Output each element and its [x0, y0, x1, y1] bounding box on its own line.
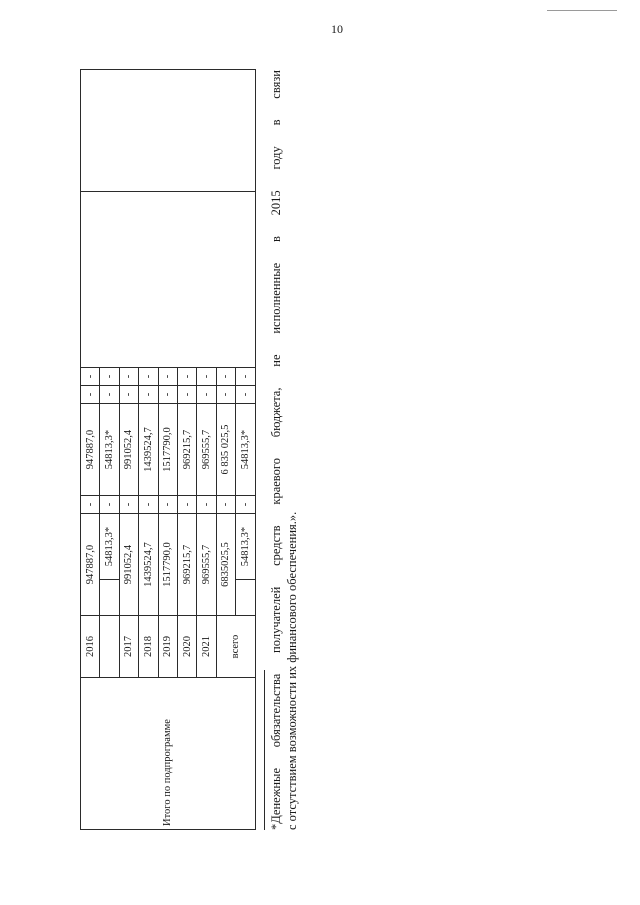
row-label: Итого по подпрограмме	[81, 678, 256, 830]
value-cell: -	[81, 386, 100, 404]
footnote-word: 2015	[269, 190, 283, 216]
year-cell: 2018	[139, 616, 158, 678]
page-number: 10	[331, 22, 343, 36]
value-cell: -	[119, 496, 138, 514]
regional-budget-cell: 54813,3*	[100, 404, 119, 496]
header-rule	[547, 10, 617, 11]
footnote-word: в	[269, 119, 283, 126]
footnote-word: краевого	[269, 458, 283, 505]
value-cell: -	[216, 496, 235, 514]
footnote-line-1	[268, 70, 284, 830]
value-cell: -	[216, 368, 235, 386]
value-cell: -	[139, 496, 158, 514]
value-cell: -	[119, 368, 138, 386]
regional-budget-cell: 991052,4	[119, 404, 138, 496]
rotated-content	[80, 70, 300, 830]
total-cell: 6835025,5	[216, 514, 235, 616]
year-cell: 2019	[158, 616, 177, 678]
empty-column	[81, 192, 256, 368]
footnote-word: связи	[269, 70, 283, 99]
total-cell: 54813,3*	[100, 514, 119, 580]
total-cell: 969555,7	[197, 514, 216, 616]
value-cell: -	[139, 368, 158, 386]
footnote-word: году	[269, 146, 283, 170]
total-cell: 947887,0	[81, 514, 100, 616]
spacer-cell	[100, 580, 119, 616]
footnote-word: *Денежные	[269, 768, 283, 830]
value-cell: -	[177, 386, 196, 404]
subprogram-total-table	[80, 69, 256, 830]
footnote-word: обязательства	[269, 673, 283, 748]
footnote-word: получателей	[269, 586, 283, 653]
value-cell: -	[158, 386, 177, 404]
footnote-word: бюджета,	[269, 387, 283, 438]
footnote-rule	[264, 670, 265, 830]
total-cell: 969215,7	[177, 514, 196, 616]
total-cell: 1517790,0	[158, 514, 177, 616]
total-cell: 991052,4	[119, 514, 138, 616]
value-cell: -	[197, 386, 216, 404]
value-cell: -	[158, 368, 177, 386]
value-cell: -	[100, 386, 119, 404]
regional-budget-cell: 969215,7	[177, 404, 196, 496]
year-cell: 2021	[197, 616, 216, 678]
value-cell: -	[100, 368, 119, 386]
footnote-word: средств	[269, 525, 283, 566]
footnote-word: не	[269, 354, 283, 367]
footnote-line-2: с отсутствием возможности их финансового обеспечения.».	[285, 511, 299, 830]
value-cell: -	[119, 386, 138, 404]
value-cell: -	[236, 368, 255, 386]
spacer-cell	[236, 580, 255, 616]
value-cell: -	[100, 496, 119, 514]
regional-budget-cell: 54813,3*	[236, 404, 255, 496]
year-cell: всего	[216, 616, 255, 678]
year-cell: 2016	[81, 616, 100, 678]
value-cell: -	[216, 386, 235, 404]
value-cell: -	[236, 496, 255, 514]
value-cell: -	[177, 496, 196, 514]
total-cell: 54813,3*	[236, 514, 255, 580]
value-cell: -	[236, 386, 255, 404]
regional-budget-cell: 947887,0	[81, 404, 100, 496]
value-cell: -	[139, 386, 158, 404]
year-cell	[100, 616, 119, 678]
value-cell: -	[177, 368, 196, 386]
empty-column	[81, 70, 256, 192]
regional-budget-cell: 6 835 025,5	[216, 404, 235, 496]
value-cell: -	[197, 496, 216, 514]
regional-budget-cell: 1517790,0	[158, 404, 177, 496]
regional-budget-cell: 1439524,7	[139, 404, 158, 496]
footnote-word: исполненные	[269, 262, 283, 334]
value-cell: -	[81, 496, 100, 514]
regional-budget-cell: 969555,7	[197, 404, 216, 496]
table-row	[81, 70, 100, 830]
value-cell: -	[197, 368, 216, 386]
year-cell: 2020	[177, 616, 196, 678]
value-cell: -	[158, 496, 177, 514]
total-cell: 1439524,7	[139, 514, 158, 616]
year-cell: 2017	[119, 616, 138, 678]
footnote-word: в	[269, 236, 283, 243]
value-cell: -	[81, 368, 100, 386]
footnote	[268, 70, 300, 830]
